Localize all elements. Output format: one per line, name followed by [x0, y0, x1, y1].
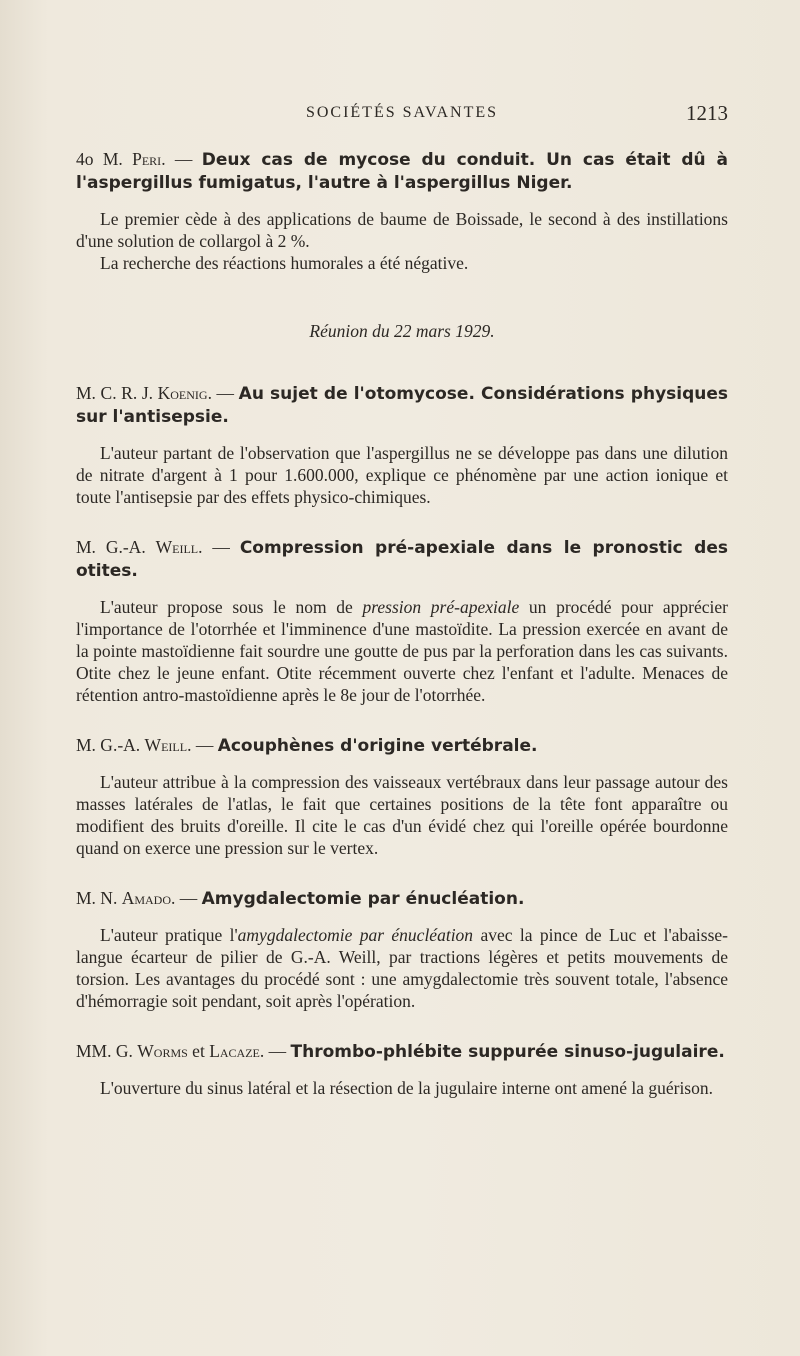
- entry-prefix: 4o M.: [76, 149, 133, 169]
- paragraph-text: L'auteur pratique l': [100, 925, 238, 945]
- entry-dash: . —: [161, 149, 202, 169]
- entry-paragraph: L'auteur attribue à la compression des vaisseaux vertébraux dans leur passage autour des masses latérales de l'atlas, le fait que certaines positions de la tête font apparaître ou modifient des bruits d'oreille. Il cite le cas d'un évidé chez qui l'oreille opérée bourdonne quand on exerce une pression sur le vertex.: [76, 772, 728, 858]
- paragraph-text: L'auteur propose sous le nom de: [100, 597, 363, 617]
- author-name: Weill: [144, 735, 188, 755]
- entry-paragraph: [76, 596, 728, 706]
- entry-weill-acouphenes: [76, 734, 728, 859]
- entry-dash: . —: [207, 383, 239, 403]
- entry-title: Au sujet de l'otomycose. Considérations physiques sur l'antisepsie.: [76, 384, 729, 427]
- entry-title: Compression pré-apexiale dans le pronostic des otites.: [76, 538, 728, 581]
- entry-paragraph: L'auteur partant de l'observation que l'aspergillus ne se développe pas dans une dilution de nitrate d'argent à 1 pour 1.600.000, explique ce phénomène par une action ionique et toute l'antisepsie par des effets physico-chimiques.: [76, 443, 728, 507]
- author-name: Weill: [155, 537, 199, 557]
- entry-title: Acouphènes d'origine vertébrale.: [217, 736, 538, 756]
- page-header: [76, 101, 728, 134]
- entry-prefix: M. G.-A.: [76, 537, 156, 557]
- entry-paragraph: [76, 924, 728, 1012]
- entry-paragraph: L'ouverture du sinus latéral et la résection de la jugulaire interne ont amené la guérison.: [100, 1078, 713, 1098]
- entry-dash: . —: [171, 888, 202, 908]
- entry-heading: [76, 382, 728, 428]
- entry-title: Amygdalectomie par énucléation.: [201, 889, 525, 909]
- author-name: Peri: [132, 149, 162, 169]
- entry-weill-compression: [76, 536, 728, 706]
- author-name: Lacaze: [209, 1041, 260, 1061]
- page-number: 1213: [686, 101, 728, 125]
- entry-prefix: M. N.: [76, 888, 122, 908]
- entry-title: Thrombo-phlébite suppurée sinuso-jugulaire.: [290, 1042, 725, 1062]
- author-name: Amado: [121, 888, 172, 908]
- entry-prefix: MM. G.: [76, 1041, 138, 1061]
- entry-prefix: M. C. R. J.: [76, 383, 158, 403]
- entry-heading: [76, 148, 728, 194]
- entry-conjunction: et: [187, 1041, 210, 1061]
- paragraph-text: avec la pince de Luc et l'abaisse-langue écarteur de pilier de G.-A. Weill, par tractions légères et petits mouvements de torsion. Les avantages du procédé sont : une amygdalectomie très souvent totale, l'absence d'hémorragie soit pendant, soit après l'opération.: [76, 925, 728, 1011]
- running-title: SOCIÉTÉS SAVANTES: [305, 104, 499, 121]
- entry-amado: [76, 887, 728, 1012]
- entry-heading: [76, 1040, 728, 1063]
- entry-heading: [76, 887, 728, 910]
- author-name: Worms: [137, 1041, 188, 1061]
- paragraph-emphasis: pression pré-apexiale: [362, 597, 520, 617]
- entry-title: Deux cas de mycose du conduit. Un cas était dû à l'aspergillus fumigatus, l'autre à l'aspergillus Niger.: [76, 150, 728, 193]
- entry-peri: [76, 148, 728, 274]
- entry-koenig: [76, 382, 728, 508]
- entry-paragraph: Le premier cède à des applications de baume de Boissade, le second à des instillations d'une solution de collargol à 2 %.: [76, 209, 728, 251]
- entry-dash: . —: [187, 735, 218, 755]
- entry-prefix: M. G.-A.: [76, 735, 145, 755]
- entry-worms-lacaze: [76, 1040, 728, 1099]
- meeting-heading: Réunion du 22 mars 1929.: [309, 321, 495, 341]
- page-content: [76, 148, 728, 1099]
- paragraph-text: un procédé pour apprécier l'importance de l'otorrhée et l'imminence d'une mastoïdite. La pression exercée en avant de la pointe mastoïdienne fait sourdre une goutte de pus par la perforation dans les cas suivants. Otite chez le jeune enfant. Otite récemment ouverte chez l'enfant et l'adulte. Menaces de rétention antro-mastoïdienne après le 8e jour de l'otorrhée.: [76, 597, 729, 705]
- entry-paragraph: La recherche des réactions humorales a été négative.: [100, 253, 469, 273]
- entry-heading: [76, 734, 728, 757]
- entry-dash: . —: [259, 1041, 291, 1061]
- entry-heading: [76, 536, 728, 582]
- author-name: Koenig: [157, 383, 208, 403]
- paragraph-emphasis: amygdalectomie par énucléation: [237, 925, 474, 945]
- entry-dash: . —: [198, 537, 240, 557]
